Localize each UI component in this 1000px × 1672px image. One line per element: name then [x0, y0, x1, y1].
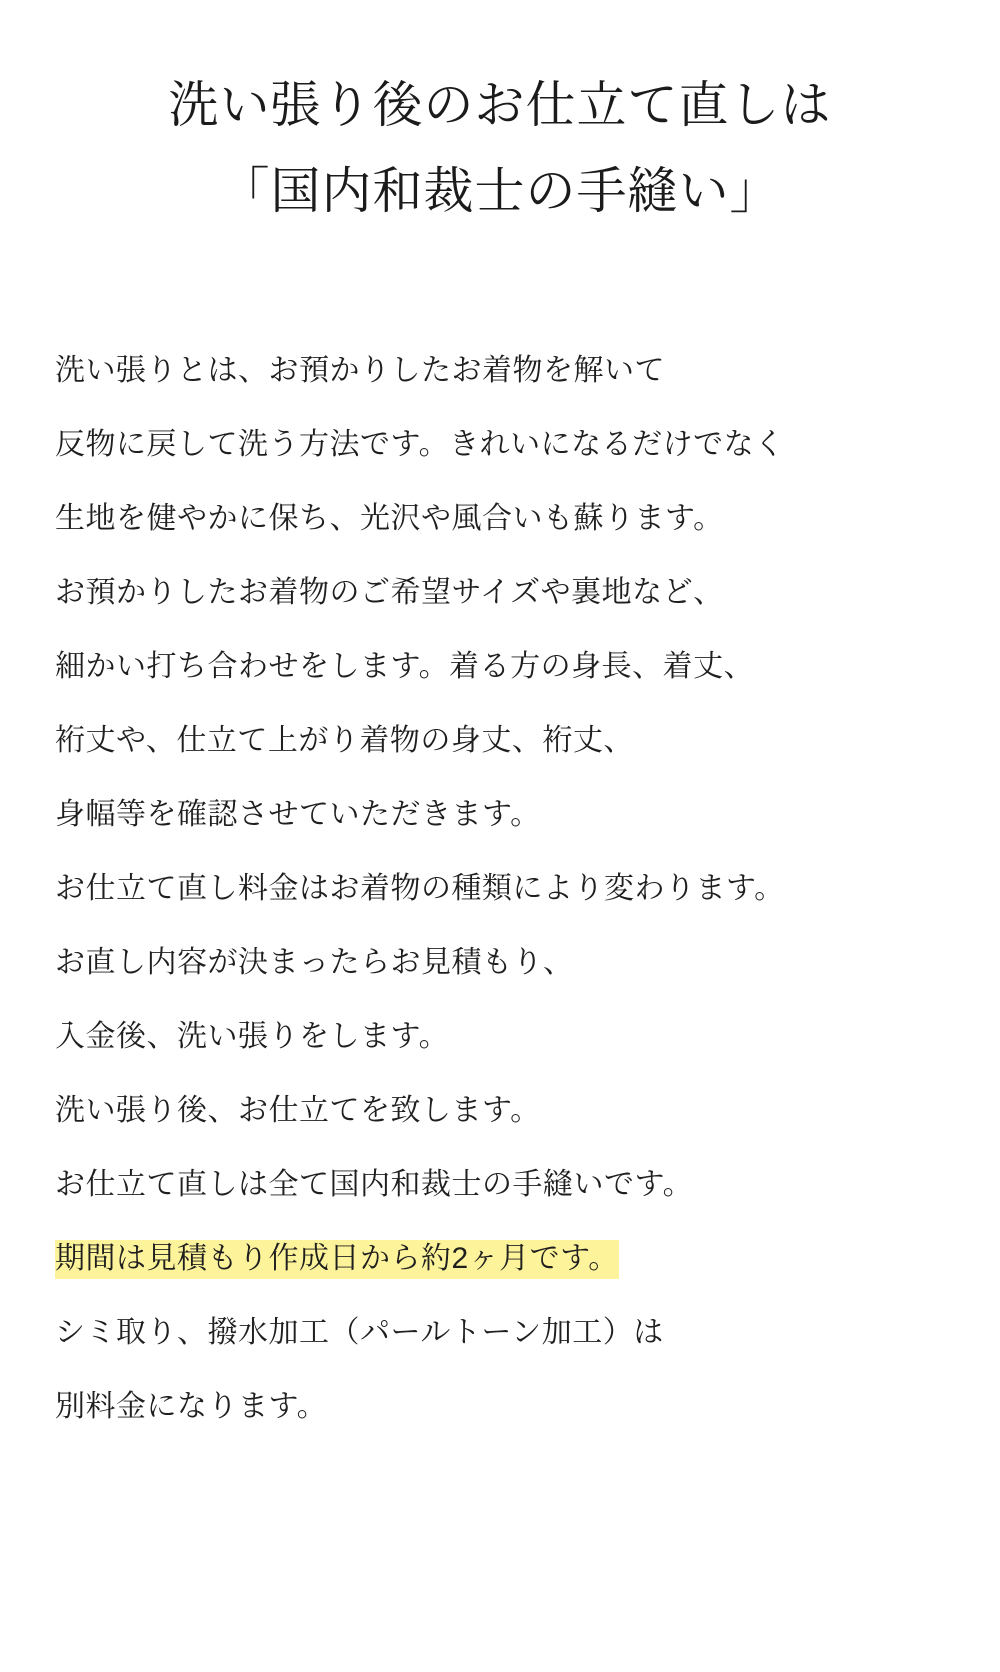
body-line	[55, 408, 960, 482]
body-line-text: 別料金になります。	[55, 1390, 328, 1423]
body-line	[55, 1296, 960, 1370]
body-line-text: 洗い張りとは、お預かりしたお着物を解いて	[55, 354, 665, 387]
body-line-text: 裄丈や、仕立て上がり着物の身丈、裄丈、	[55, 724, 634, 757]
body-line-text: お直し内容が決まったらお見積もり、	[55, 946, 574, 979]
body-line-text: 洗い張り後、お仕立てを致します。	[55, 1094, 541, 1127]
body-line-text: 身幅等を確認させていただきます。	[55, 798, 541, 831]
body-line-text: 入金後、洗い張りをします。	[55, 1020, 450, 1053]
body-line-highlighted	[55, 1222, 960, 1296]
body-line	[55, 1074, 960, 1148]
body-line-text: 生地を健やかに保ち、光沢や風合いも蘇ります。	[55, 502, 724, 535]
highlighted-text: 期間は見積もり作成日から約2ヶ月です。	[55, 1240, 619, 1279]
body-line	[55, 1370, 960, 1444]
body-line-text: お仕立て直しは全て国内和裁士の手縫いです。	[55, 1168, 694, 1201]
body-line	[55, 852, 960, 926]
body-line	[55, 482, 960, 556]
title-line-1: 洗い張り後のお仕立て直しは	[168, 77, 832, 133]
body-line-text: 反物に戻して洗う方法です。きれいになるだけでなく	[55, 428, 785, 461]
body-line	[55, 1148, 960, 1222]
body-line-text: お預かりしたお着物のご希望サイズや裏地など、	[55, 576, 724, 609]
body-line	[55, 778, 960, 852]
page-title	[0, 0, 1000, 234]
body-text	[0, 334, 1000, 1444]
body-line	[55, 1000, 960, 1074]
body-line-text: シミ取り、撥水加工（パールトーン加工）は	[55, 1316, 664, 1349]
body-line	[55, 556, 960, 630]
title-line-2: 「国内和裁士の手縫い」	[219, 163, 781, 219]
body-line-text: 細かい打ち合わせをします。着る方の身長、着丈、	[55, 650, 755, 683]
body-line-text: お仕立て直し料金はお着物の種類により変わります。	[55, 872, 785, 905]
body-line	[55, 630, 960, 704]
body-line	[55, 704, 960, 778]
body-line	[55, 334, 960, 408]
body-line	[55, 926, 960, 1000]
